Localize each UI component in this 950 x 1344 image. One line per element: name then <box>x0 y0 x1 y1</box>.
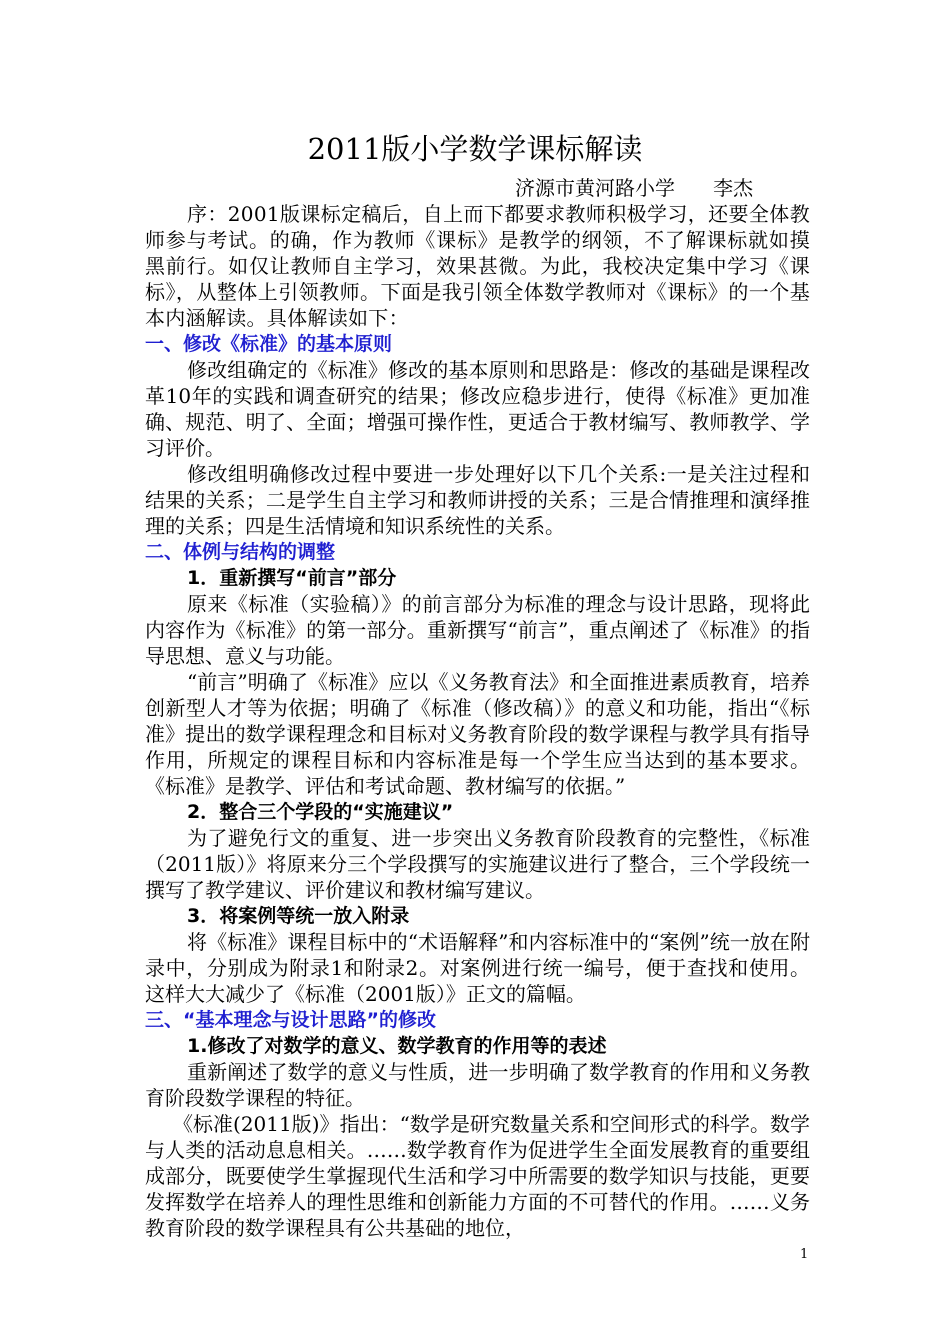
paragraph: 将《标准》课程目标中的“术语解释”和内容标准中的“案例”统一放在附录中，分别成为附录1和附录2。对案例进行统一编号，便于查找和使用。这样大大减少了《标准（2001版）》正文的篇幅。 <box>145 930 810 1006</box>
subheading: 3．将案例等统一放入附录 <box>187 905 410 927</box>
subheading: 1.修改了对数学的意义、数学教育的作用等的表述 <box>187 1035 607 1057</box>
author-line: 济源市黄河路小学 李杰 <box>515 176 754 200</box>
subheading: 1．重新撰写“前言”部分 <box>187 567 397 589</box>
paragraph: 修改组确定的《标准》修改的基本原则和思路是：修改的基础是课程改革10年的实践和调查研究的结果；修改应稳步进行，使得《标准》更加准确、规范、明了、全面；增强可操作性，更适合于教材编写、教师教学、学习评价。 <box>145 358 810 460</box>
paragraph: 为了避免行文的重复、进一步突出义务教育阶段教育的完整性，《标准（2011版）》将原来分三个学段撰写的实施建议进行了整合，三个学段统一撰写了教学建议、评价建议和教材编写建议。 <box>145 826 810 902</box>
paragraph: 《标准(2011版)》指出：“数学是研究数量关系和空间形式的科学。数学与人类的活动息息相关。……数学教育作为促进学生全面发展教育的重要组成部分，既要使学生掌握现代生活和学习中所需要的数学知识与技能，更要发挥数学在培养人的理性思维和创新能力方面的不可替代的作用。……义务教育阶段的数学课程具有公共基础的地位， <box>145 1112 810 1240</box>
page-number: 1 <box>800 1247 809 1262</box>
paragraph: “前言”明确了《标准》应以《义务教育法》和全面推进素质教育，培养创新型人才等为依据；明确了《标准（修改稿）》的意义和功能，指出“《标准》提出的数学课程理念和目标对义务教育阶段的数学课程与教学具有指导作用，所规定的课程目标和内容标准是每一个学生应当达到的基本要求。《标准》是教学、评估和考试命题、教材编写的依据。” <box>145 670 810 798</box>
document-body <box>145 201 810 1241</box>
paragraph: 原来《标准（实验稿）》的前言部分为标准的理念与设计思路，现将此内容作为《标准》的第一部分。重新撰写“前言”，重点阐述了《标准》的指导思想、意义与功能。 <box>145 592 810 668</box>
preface-paragraph: 序：2001版课标定稿后，自上而下都要求教师积极学习，还要全体教师参与考试。的确，作为教师《课标》是教学的纲领，不了解课标就如摸黑前行。如仅让教师自主学习，效果甚微。为此，我校决定集中学习《课标》，从整体上引领教师。下面是我引领全体数学教师对《课标》的一个基本内涵解读。具体解读如下： <box>145 202 810 330</box>
section-heading-2: 二、体例与结构的调整 <box>145 541 336 563</box>
paragraph: 重新阐述了数学的意义与性质，进一步明确了数学教育的作用和义务教育阶段数学课程的特征。 <box>145 1060 810 1110</box>
section-heading-1: 一、修改《标准》的基本原则 <box>145 333 393 355</box>
document-title: 2011版小学数学课标解读 <box>307 132 643 166</box>
subheading: 2．整合三个学段的“实施建议” <box>187 801 454 823</box>
paragraph: 修改组明确修改过程中要进一步处理好以下几个关系:一是关注过程和结果的关系；二是学生自主学习和教师讲授的关系；三是合情推理和演绎推理的关系；四是生活情境和知识系统性的关系。 <box>145 462 810 538</box>
section-heading-3: 三、“基本理念与设计思路”的修改 <box>145 1009 436 1031</box>
